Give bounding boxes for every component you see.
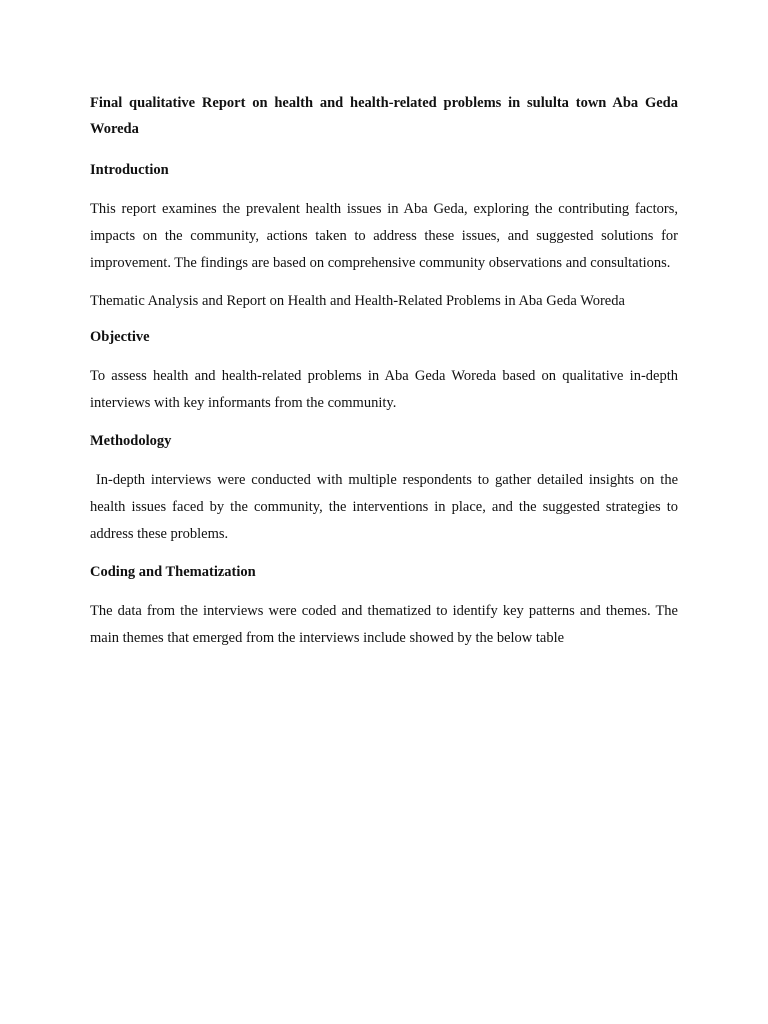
document-page [90,90,682,666]
methodology-paragraph: In-depth interviews were conducted with multiple respondents to gather detailed insights on the health issues faced by the community, the interventions in place, and the suggested strategies to address these problems. [90,472,682,542]
document-title: Final qualitative Report on health and health-related problems in sululta town Aba Geda Woreda [90,95,678,137]
coding-paragraph: The data from the interviews were coded and thematized to identify key patterns and themes. The main themes that emerged from the interviews include showed by the below table [90,603,678,646]
objective-paragraph: To assess health and health-related problems in Aba Geda Woreda based on qualitative in-depth interviews with key informants from the community. [90,368,678,411]
introduction-heading: Introduction [90,162,169,178]
coding-heading: Coding and Thematization [90,564,256,580]
thematic-analysis-line: Thematic Analysis and Report on Health and Health-Related Problems in Aba Geda Woreda [90,293,625,309]
methodology-heading: Methodology [90,433,172,449]
objective-heading: Objective [90,329,150,345]
introduction-paragraph: This report examines the prevalent health issues in Aba Geda, exploring the contributing factors, impacts on the community, actions taken to address these issues, and suggested solutions for improvement. The findings are based on comprehensive community observations and consultations. [90,201,678,271]
